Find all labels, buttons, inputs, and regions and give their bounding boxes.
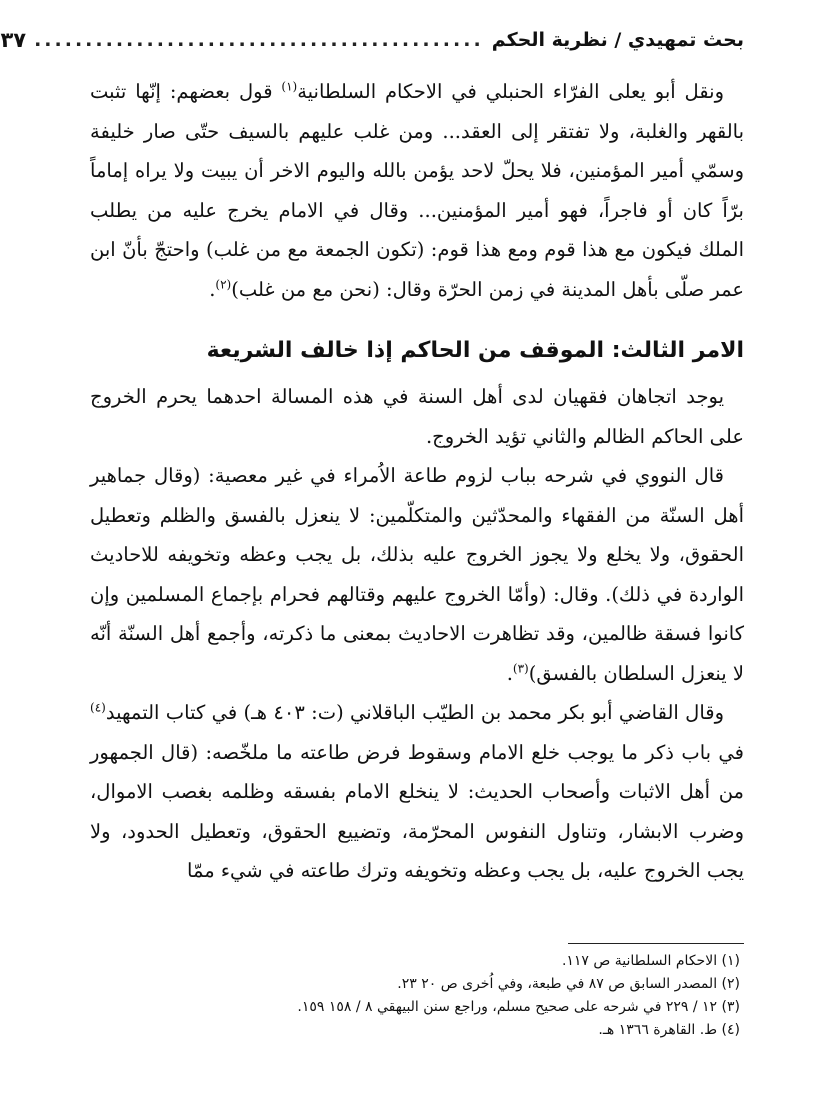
footnotes (92, 950, 740, 1042)
paragraph-baqillani: وقال القاضي أبو بكر محمد بن الطيّب الباقلاني (ت: ٤٠٣ هـ) في كتاب التمهيد$^{(٤)}$ في باب ذكر ما يوجب خلع الامام وسقوط فرض طاعته ما ملخّصه: (قال الجمهور من أهل الاثبات وأصحاب الحديث: لا ينخلع الامام بفسقه وظلمه بغصب الاموال، وضرب الابشار، وتناول النفوس المحرّمة، وتضييع الحقوق، وتعطيل الحدود، ولا يجب الخروج عليه، بل يجب وعظه وتخويفه وترك طاعته في شيء ممّا (90, 700, 744, 882)
footnote-ref-4: (٤) (90, 700, 106, 715)
footnote-2: (٢) المصدر السابق ص ٨٧ في طبعة، وفي اُخرى ص ٢٠ ٢٣. (397, 976, 740, 992)
footnote-4: (٤) ط. القاهرة ١٣٦٦ هـ. (598, 1022, 740, 1038)
main-text (90, 72, 744, 891)
page-number: ٣٧ (0, 28, 27, 52)
paragraph-abu-yala: ونقل أبو يعلى الفرّاء الحنبلي في الاحكام السلطانية$^{(١)}$ قول بعضهم: إنّها تثبت بالقهر والغلبة، ولا تفتقر إلى العقد... ومن غلب عليهم بالسيف حتّى صار خليفة وسمّي أمير المؤمنين، فلا يحلّ لاحد يؤمن بالله واليوم الاخر أن يبيت ولا يراه إماماً برّاً كان أو فاجراً، فهو أمير المؤمنين... وقال في الامام يخرج عليه من يطلب الملك فيكون مع هذا قوم ومع هذا قوم: (تكون الجمعة مع من غلب) واحتجّ بأنّ ابن عمر صلّى بأهل المدينة في زمن الحرّة وقال: (نحن مع من غلب)$^{(٢)}$. (90, 79, 744, 301)
footnote-1: (١) الاحكام السلطانية ص ١١٧. (561, 953, 740, 969)
footnote-ref-1: (١) (281, 79, 298, 94)
running-header (0, 20, 744, 60)
footnote-ref-2: (٢) (215, 277, 232, 291)
footnote-3: (٣) ١٢ / ٢٢٩ في شرحه على صحيح مسلم، وراجع سنن البيهقي ٨ / ١٥٨ ١٥٩. (297, 999, 740, 1015)
section-heading: الامر الثالث: الموقف من الحاكم إذا خالف الشريعة (206, 338, 744, 363)
paragraph-two-trends: يوجد اتجاهان فقهيان لدى أهل السنة في هذه المسالة احدهما يحرم الخروج على الحاكم الظالم والثاني تؤيد الخروج. (90, 385, 744, 448)
header-title: بحث تمهيدي / نظرية الحكم (491, 29, 744, 51)
footnote-ref-3: (٣) (512, 661, 529, 675)
paragraph-nawawi: قال النووي في شرحه بباب لزوم طاعة الاُمراء في غير معصية: (وقال جماهير أهل السنّة من الفقهاء والمحدّثين والمتكلّمين: لا ينعزل بالفسق والظلم وتعطيل الحقوق، ولا يخلع ولا يجوز الخروج عليه بذلك، بل يجب وعظه وتخويفه للاحاديث الواردة في ذلك). وقال: (وأمّا الخروج عليهم وقتالهم فحرام بإجماع المسلمين وإن كانوا فسقة ظالمين، وقد تظاهرت الاحاديث بمعنى ما ذكرته، وأجمع أهل السنّة أنّه لا ينعزل السلطان بالفسق)$^{(٣)}$. (90, 464, 744, 685)
header-leader-dots: ............................................ (34, 29, 484, 51)
footnote-divider (568, 943, 744, 944)
